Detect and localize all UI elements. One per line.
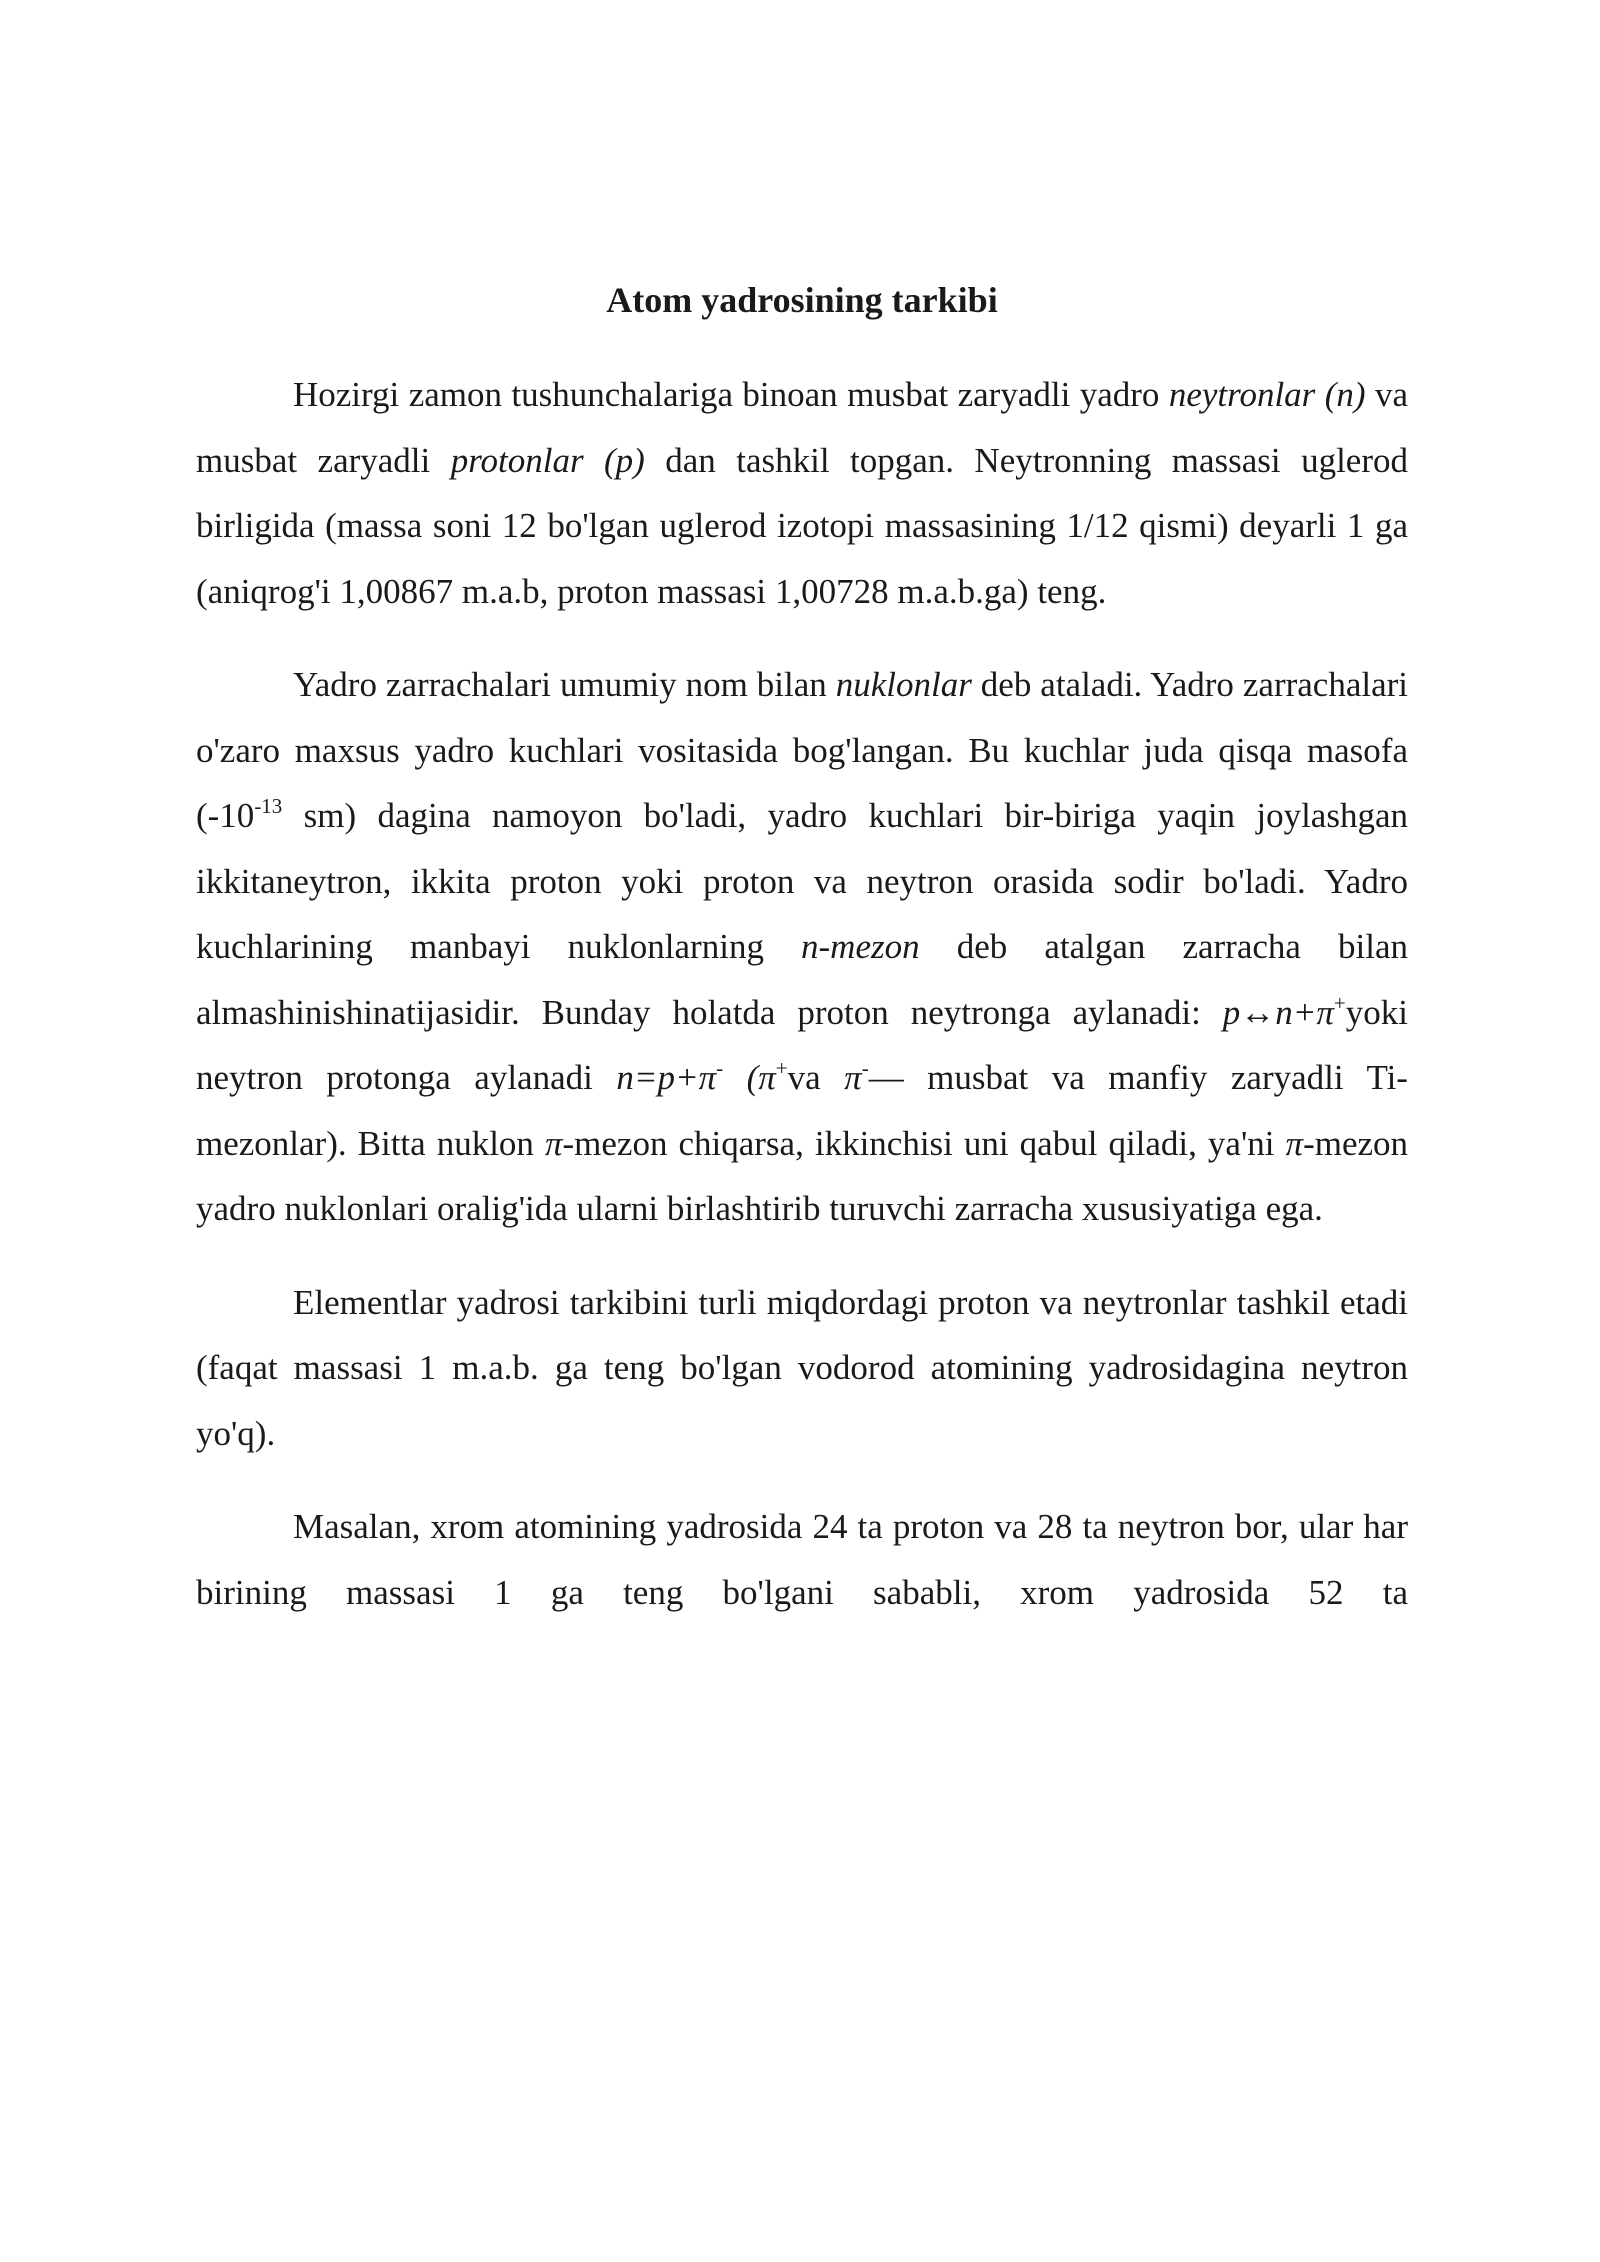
pion-symbol: π [1285,1123,1304,1163]
text-run: — musbat va manfiy zaryadli Ti-mezonlar). Bitta nuklon [196,1058,1408,1163]
text-run: Yadro zarrachalari umumiy nom bilan [293,665,836,704]
paragraph-nuclons [196,652,1408,1242]
text-run: va musbat zaryadli [196,375,1408,480]
exponent: -13 [254,794,283,818]
term-n-mezon: n-mezon [801,927,920,966]
term-nuclons: nuklonlar [835,665,972,704]
paragraph-chromium-example: Masalan, xrom atomining yadrosida 24 ta proton va 28 ta neytron bor, ular har birining massasi 1 ga teng bo'lgani sababli, xrom yadrosida 52 ta [196,1507,1408,1612]
text-run: sm) dagina namoyon bo'ladi, yadro kuchlari bir-biriga yaqin joylashgan ikkitaneytron, ikkita proton yoki proton va neytron orasida sodir bo'ladi. Yadro kuchlarining manbayi nuklonlarning [196,796,1408,966]
text-run: deb ataladi. Yadro zarrachalari o'zaro maxsus yadro kuchlari vositasida bog'langan. Bu kuchlar juda qisqa masofa (-10 [196,665,1408,835]
text-run: -mezon yadro nuklonlari oralig'ida ularni birlashtirib turuvchi zarracha xususiyatiga ega. [196,1123,1409,1228]
term-neutrons: neytronlar (n) [1168,375,1366,414]
text-run: deb atalgan zarracha bilan almashinishinatijasidir. Bunday holatda proton neytronga aylanadi: [196,927,1409,1032]
charge-plus: + [775,1056,788,1080]
term-protons: protonlar (p) [450,440,645,480]
charge-minus: - [861,1056,869,1080]
paragraph-composition [196,362,1408,624]
paragraph-elements: Elementlar yadrosi tarkibini turli miqdordagi proton va neytronlar tashkil etadi (faqat massasi 1 m.a.b. ga teng bo'lgan vodorod atomining yadrosidagina neytron yo'q). [196,1282,1408,1453]
text-run: -mezon chiqarsa, ikkinchisi uni qabul qiladi, ya'ni [562,1123,1286,1163]
pion-symbol: π [844,1058,862,1097]
text-run: dan tashkil topgan. Neytronning massasi uglerod birligida (massa soni 12 bo'lgan uglerod izotopi massasining 1/12 qismi) deyarli 1 ga (aniqrog'i 1,00867 m.a.b, proton massasi 1,00728 m.a.b.ga) teng. [196,440,1409,611]
text-run: va [787,1058,845,1097]
pion-symbol: (π [723,1058,776,1097]
charge-plus: + [1333,990,1346,1015]
charge-minus: - [716,1056,724,1080]
formula-proton-to-neutron: p↔n+π [1222,992,1334,1032]
document-page [196,270,1408,1653]
pion-symbol: π [544,1123,563,1163]
document-title: Atom yadrosining tarkibi [606,280,998,320]
text-run: yoki neytron protonga aylanadi [196,992,1408,1097]
formula-neutron-to-proton: n=p+π [616,1058,717,1097]
text-run: Hozirgi zamon tushunchalariga binoan musbat zaryadli yadro [293,375,1169,414]
